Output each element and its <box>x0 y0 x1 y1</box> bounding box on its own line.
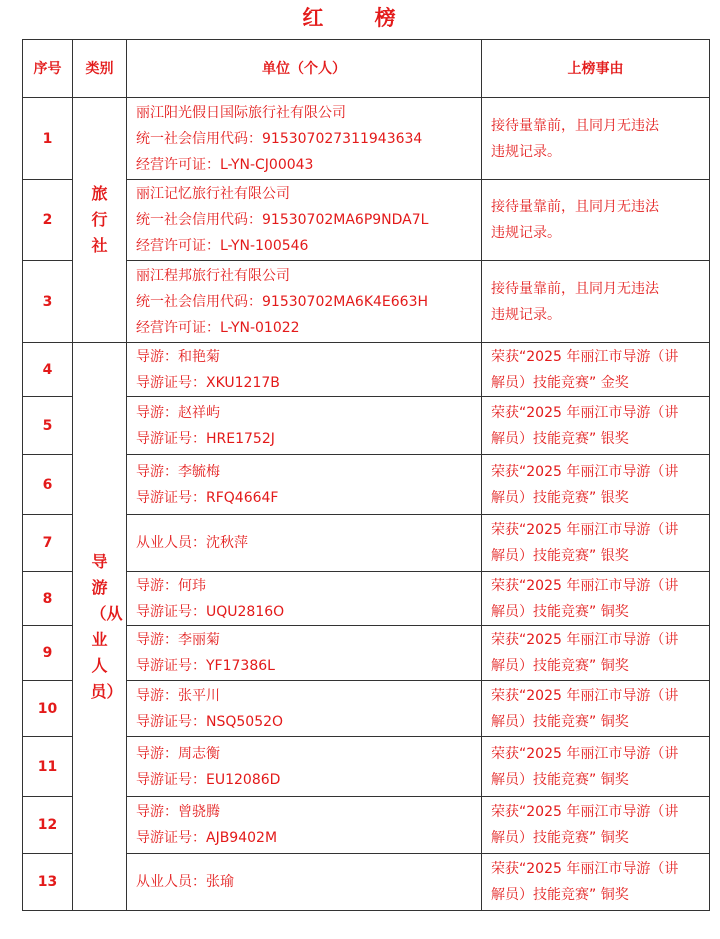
category-label: 导游（从业人员） <box>90 551 123 701</box>
unit-line: 导游：曾骁腾 <box>136 804 220 820</box>
reason-cell <box>482 854 710 911</box>
row-number: 4 <box>23 343 73 397</box>
table-row <box>23 515 710 572</box>
table-row <box>23 397 710 455</box>
table-row <box>23 455 710 515</box>
row-number: 10 <box>23 681 73 737</box>
row-number: 1 <box>23 98 73 180</box>
reason-line: 解员）技能竞赛” 铜奖 <box>491 603 629 620</box>
row-number: 8 <box>23 572 73 626</box>
header-category: 类别 <box>73 40 127 98</box>
reason-line: 荣获“2025 年丽江市导游（讲 <box>491 463 679 480</box>
reason-line: 解员）技能竞赛” 铜奖 <box>491 830 629 846</box>
reason-line: 违规记录。 <box>491 225 561 241</box>
reason-cell <box>482 572 710 626</box>
red-list-table <box>22 39 710 911</box>
reason-line: 解员）技能竞赛” 银奖 <box>491 548 629 564</box>
reason-line: 解员）技能竞赛” 金奖 <box>491 374 629 391</box>
category-guide <box>73 343 127 911</box>
unit-line: 导游：何玮 <box>136 577 206 594</box>
reason-line: 解员）技能竞赛” 铜奖 <box>491 771 629 788</box>
table-body <box>23 98 710 911</box>
table-row <box>23 737 710 797</box>
table-row <box>23 261 710 343</box>
row-number: 3 <box>23 261 73 343</box>
table-row <box>23 343 710 397</box>
reason-cell <box>482 397 710 455</box>
table-row <box>23 572 710 626</box>
unit-line: 导游证号：YF17386L <box>136 658 275 674</box>
reason-line: 解员）技能竞赛” 银奖 <box>491 430 629 447</box>
unit-cell <box>127 397 482 455</box>
unit-line: 导游：李丽菊 <box>136 632 220 648</box>
unit-line: 导游证号：EU12086D <box>136 771 281 788</box>
table-header-row <box>23 40 710 98</box>
reason-line: 荣获“2025 年丽江市导游（讲 <box>491 861 679 877</box>
reason-line: 荣获“2025 年丽江市导游（讲 <box>491 804 679 820</box>
header-no: 序号 <box>23 40 73 98</box>
reason-line: 荣获“2025 年丽江市导游（讲 <box>491 577 679 594</box>
header-reason: 上榜事由 <box>482 40 710 98</box>
unit-line: 丽江记忆旅行社有限公司 <box>136 186 290 202</box>
reason-cell <box>482 180 710 261</box>
unit-line: 从业人员：沈秋萍 <box>136 535 248 551</box>
table-row <box>23 681 710 737</box>
unit-line: 统一社会信用代码：91530702MA6K4E663H <box>136 293 429 310</box>
reason-cell <box>482 626 710 681</box>
reason-line: 荣获“2025 年丽江市导游（讲 <box>491 404 679 421</box>
unit-cell <box>127 797 482 854</box>
reason-cell <box>482 98 710 180</box>
unit-line: 导游证号：XKU1217B <box>136 374 280 391</box>
reason-cell <box>482 681 710 737</box>
unit-line: 导游证号：UQU2816O <box>136 603 285 620</box>
unit-cell <box>127 261 482 343</box>
reason-line: 解员）技能竞赛” 铜奖 <box>491 887 629 903</box>
table-row <box>23 854 710 911</box>
reason-cell <box>482 797 710 854</box>
reason-cell <box>482 515 710 572</box>
unit-line: 导游证号：HRE1752J <box>136 430 275 447</box>
reason-cell <box>482 455 710 515</box>
unit-line: 经营许可证：L-YN-CJ00043 <box>136 156 314 173</box>
row-number: 13 <box>23 854 73 911</box>
unit-cell <box>127 515 482 572</box>
row-number: 5 <box>23 397 73 455</box>
row-number: 9 <box>23 626 73 681</box>
category-label: 旅行社 <box>91 184 108 255</box>
reason-cell <box>482 343 710 397</box>
reason-line: 接待量靠前，且同月无违法 <box>491 199 659 215</box>
row-number: 12 <box>23 797 73 854</box>
unit-cell <box>127 854 482 911</box>
table-row <box>23 98 710 180</box>
unit-line: 从业人员：张瑜 <box>136 874 234 890</box>
table-row <box>23 180 710 261</box>
unit-line: 丽江阳光假日国际旅行社有限公司 <box>136 104 346 121</box>
reason-cell <box>482 261 710 343</box>
row-number: 2 <box>23 180 73 261</box>
reason-line: 违规记录。 <box>491 143 561 160</box>
reason-line: 荣获“2025 年丽江市导游（讲 <box>491 745 679 762</box>
unit-line: 导游：李毓梅 <box>136 463 220 480</box>
table-row <box>23 797 710 854</box>
unit-cell <box>127 626 482 681</box>
reason-line: 违规记录。 <box>491 306 561 323</box>
reason-line: 荣获“2025 年丽江市导游（讲 <box>491 687 679 704</box>
unit-line: 导游：张平川 <box>136 687 220 704</box>
unit-line: 导游证号：NSQ5052O <box>136 713 284 730</box>
unit-cell <box>127 180 482 261</box>
reason-line: 解员）技能竞赛” 铜奖 <box>491 713 629 730</box>
table-row <box>23 626 710 681</box>
unit-line: 导游：和艳菊 <box>136 348 220 365</box>
reason-line: 解员）技能竞赛” 铜奖 <box>491 658 629 674</box>
row-number: 6 <box>23 455 73 515</box>
reason-line: 荣获“2025 年丽江市导游（讲 <box>491 348 679 365</box>
unit-cell <box>127 572 482 626</box>
unit-line: 丽江程邦旅行社有限公司 <box>136 267 290 284</box>
unit-line: 导游证号：AJB9402M <box>136 830 278 846</box>
unit-cell <box>127 455 482 515</box>
unit-cell <box>127 98 482 180</box>
unit-line: 统一社会信用代码：915307027311943634 <box>136 130 423 147</box>
unit-cell <box>127 343 482 397</box>
unit-line: 导游：周志衡 <box>136 745 220 762</box>
row-number: 7 <box>23 515 73 572</box>
reason-line: 接待量靠前，且同月无违法 <box>491 117 659 134</box>
unit-line: 经营许可证：L-YN-100546 <box>136 238 309 254</box>
unit-line: 统一社会信用代码：91530702MA6P9NDA7L <box>136 212 429 228</box>
reason-cell <box>482 737 710 797</box>
row-number: 11 <box>23 737 73 797</box>
reason-line: 荣获“2025 年丽江市导游（讲 <box>491 632 679 648</box>
page-title: 红 榜 <box>302 6 418 30</box>
unit-line: 导游：赵祥屿 <box>136 404 220 421</box>
reason-line: 接待量靠前，且同月无违法 <box>491 280 659 297</box>
unit-line: 导游证号：RFQ4664F <box>136 489 279 506</box>
category-agency <box>73 98 127 343</box>
reason-line: 荣获“2025 年丽江市导游（讲 <box>491 522 679 538</box>
unit-line: 经营许可证：L-YN-01022 <box>136 319 300 336</box>
header-unit: 单位（个人） <box>127 40 482 98</box>
reason-line: 解员）技能竞赛” 银奖 <box>491 489 629 506</box>
unit-cell <box>127 737 482 797</box>
unit-cell <box>127 681 482 737</box>
